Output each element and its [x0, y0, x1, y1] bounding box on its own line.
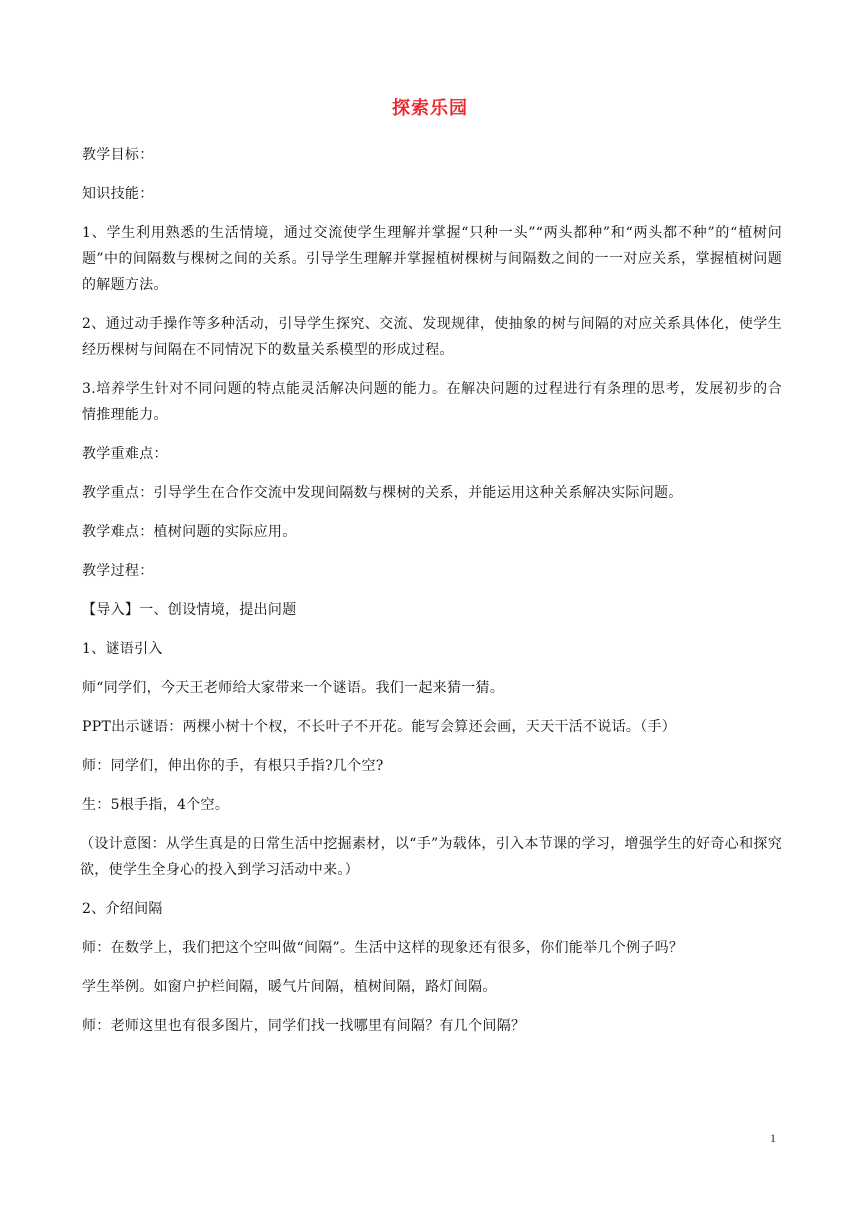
- document-body: [82, 142, 782, 1052]
- paragraph: 学生举例。如窗户护栏间隔，暖气片间隔，植树间隔，路灯间隔。: [82, 979, 497, 995]
- paragraph: 1、谜语引入: [82, 641, 163, 657]
- page-number: 1: [770, 1131, 776, 1145]
- paragraph: 师：在数学上，我们把这个空叫做“间隔”。生活中这样的现象还有很多，你们能举几个例子吗？: [82, 940, 684, 956]
- document-title: 探索乐园: [392, 98, 468, 119]
- paragraph: 2、介绍间隔: [82, 901, 163, 917]
- paragraph: 师：同学们，伸出你的手，有根只手指?几个空?: [82, 758, 384, 774]
- paragraph: 教学重难点：: [82, 446, 168, 462]
- paragraph: 教学目标：: [82, 147, 154, 163]
- paragraph: 师“同学们，今天王老师给大家带来一个谜语。我们一起来猜一猜。: [82, 680, 505, 696]
- paragraph: 教学难点：植树问题的实际应用。: [82, 524, 297, 540]
- paragraph: 知识技能：: [82, 186, 154, 202]
- paragraph: 2、通过动手操作等多种活动，引导学生探究、交流、发现规律，使抽象的树与间隔的对应关系具体化，使学生经历棵树与间隔在不同情况下的数量关系模型的形成过程。: [82, 316, 782, 358]
- paragraph: 师：老师这里也有很多图片，同学们找一找哪里有间隔？有几个间隔？: [82, 1018, 526, 1034]
- paragraph: 教学重点：引导学生在合作交流中发现间隔数与棵树的关系，并能运用这种关系解决实际问题。: [82, 485, 683, 501]
- paragraph: 教学过程：: [82, 563, 154, 579]
- paragraph: 1、学生利用熟悉的生活情境，通过交流使学生理解并掌握“只种一头”“两头都种”和“两头都不种”的“植树问题”中的间隔数与棵树之间的关系。引导学生理解并掌握植树棵树与间隔数之间的一一对应关系，掌握植树问题的解题方法。: [82, 225, 782, 293]
- paragraph: 3.培养学生针对不同问题的特点能灵活解决问题的能力。在解决问题的过程进行有条理的思考，发展初步的合情推理能力。: [82, 381, 782, 423]
- paragraph: PPT出示谜语：两棵小树十个杈，不长叶子不开花。能写会算还会画，天天干活不说话。（手）: [82, 719, 677, 735]
- paragraph: 生：5根手指，4个空。: [82, 797, 230, 813]
- paragraph: 【导入】一、创设情境，提出问题: [82, 602, 297, 618]
- paragraph: （设计意图：从学生真是的日常生活中挖掘素材，以“手”为载体，引入本节课的学习，增强学生的好奇心和探究欲，使学生全身心的投入到学习活动中来。）: [80, 836, 782, 878]
